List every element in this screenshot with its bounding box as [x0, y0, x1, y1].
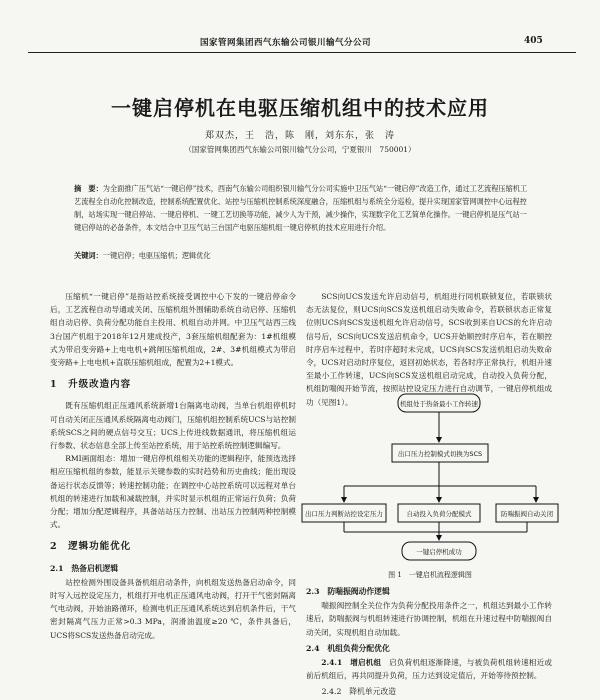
section-2-4-2-heading: 2.4.2 降机单元改造 [321, 687, 397, 697]
figure-caption: 图 1 一键启机流程逻辑图 [388, 571, 472, 579]
section-2-3-heading: 2.3 防喘振阀动作逻辑 [306, 587, 390, 596]
page-number: 405 [524, 36, 543, 46]
journal-name: 国家管网集团西气东输公司银川输气分公司 [200, 38, 372, 48]
flowchart-diagram [300, 392, 560, 562]
authors: 郑双杰，王 浩，陈 刚，刘东东，张 涛 [204, 131, 395, 141]
flow-node-scs-check-label: 出口压力控制模式切换为SCS [397, 450, 483, 458]
flow-node-start-label: 机组处于热备最小工作转速 [400, 400, 478, 408]
flow-node-center-label: 自动投入负荷分配模式 [406, 510, 472, 518]
section-1-paragraph-2: RMI画面组态：增加一键启停机组相关功能的逻辑程序，能预选选择相应压缩机组的参数，能显示关键参数的实时趋势和历史曲线；能出现设备运行状态反馈等；转速控制功能；在调控中心站控系统可以远程对单台机组的转速进行加载和减载控制，并实时显示机组的正常运行负荷；负荷分配；增加分配逻辑程序，具备站站压力控制、出站压力控制两种控制模式。 [50, 454, 296, 530]
paper-title: 一键启停机在电驱压缩机组中的技术应用 [111, 96, 489, 120]
section-2-4-heading: 2.4 机组负荷分配优化 [306, 643, 390, 653]
section-1-heading: 1 升级改造内容 [50, 379, 132, 391]
abstract [74, 182, 532, 234]
flowchart-figure [300, 392, 560, 582]
right-column-bottom [306, 582, 552, 700]
section-2-4-1-label: 2.4.1 增启机组 [321, 658, 382, 668]
section-2-heading: 2 逻辑功能优化 [50, 541, 132, 553]
flow-node-right-label: 防喘振阀自动关闭 [501, 510, 553, 518]
right-column-top [306, 290, 552, 409]
left-column [50, 290, 296, 642]
abstract-text: 为全面推广压气站“一键启停”技术，西南气东输公司组织银川输气分公司实施中卫压气站“一键启停”改造工作，通过工艺流程压缩机工艺流程全自动化控制改造，控制系统配置优化、站控与压缩机控制系统深度融合，压缩机组与系统全分巡检，提升实现国家管网调控中心远程控制，站场实现一键启停站、一键启停机、一键工艺切换等功能，减少人为干预，减少操作，实现数字化工艺简单化操作。一键启停机是压气站一键启停站的必备条件，本文结合中卫压气站三台国产电驱压缩机组一键启停机的技术应用进行介绍。 [74, 184, 528, 232]
section-2-3-paragraph: 喘振阀控制全关位作为负荷分配投用条件之一，机组达到最小工作转速后，防喘振阀与机组转速进行协调控制，机组在升速过程中防喘振阀自动关闭，实现机组自动加载。 [306, 601, 552, 637]
flow-node-left-label: 出口压力判断站控设定压力 [305, 510, 383, 518]
section-1-paragraph-1: 既有压缩机组正压通风系统新增1台隔离电动阀，当单台机组停机时可自动关闭正压通风系统隔离电动阀门，压缩机组控制系统UCS与站控制系统SCS之间的硬点信号交互；UCS上传进线数据通讯，将压缩机组运行参数、状态信息全部上传至站控系统，用于站控系统控制逻辑编写。 [50, 401, 296, 451]
section-2-4-1-paragraph [306, 656, 552, 682]
keywords-text: 一键启停；电驱压缩机；逻辑优化 [102, 251, 211, 260]
header-rule [28, 52, 576, 53]
affiliation: （国家管网集团西气东输公司银川输气分公司，宁夏银川 750001） [184, 145, 416, 154]
abstract-label: 摘 要： [74, 184, 103, 193]
section-2-1-heading: 2.1 热备启机逻辑 [50, 563, 119, 573]
right-paragraph-1: SCS向UCS发送允许启动信号，机组进行同机联锁复位，若联锁状态无法复位，则UCS向SCS发送机组启动失败命令，若联锁状态正常复位则UCS向SCS发送机组允许启动信号，SCS收到来自UCS的允许启动信号后，SCS向UCS发送启机命令，UCS开始顺控时序启车，若在顺控时序启车过程中，若时序超时未完成，UCS向SCS发送机组启动失败命令，UCS对启动时序复位，返回初始状态，若各时序正常执行，机组升速至最小工作转速，UCS向SCS发送机组启动完成，自动投入负荷分配，机组防喘阀开始节流，按照站控设定压力进行自动调节，一键启停机组成功（见图1）。 [306, 292, 552, 407]
keywords [74, 250, 532, 262]
flow-node-end-label: 一键启停机成功 [416, 548, 462, 556]
keywords-label: 关键词： [74, 251, 103, 260]
intro-paragraph: 压缩机“一键启停”是指站控系统接受调控中心下发的一键启停命令后，工艺流程自动导通或关闭、压缩机组外围辅助系统自动启停、压缩机组自动启停、负荷分配功能自主投用、机组自动并网。中卫压气站西三线3台国产机组于2018年12月建成投产，3套压缩机组配套为：1#机组模式为带启变旁路+上电电机+跳闸压缩机组成，2#、3#机组模式为带启变旁路+上电电机+直联压缩机组成，配置为2+1模式。 [50, 292, 296, 368]
section-2-1-paragraph: 站控检测外围设备具备机组启动条件，向机组发送热备启动命令，同时写入远控设定压力，机组打开电机正压通风电动阀，打开干气密封隔离气电动阀，开始油路循环，检测电机正压通风系统达到启机条件后，干气密封隔离气压力正常>0.3 MPa，润滑油温度≥20 ℃，条件具备后，UCS将SCS发送热备启动完成。 [50, 577, 296, 640]
section-2-4-1-text: 启负荷机组逐渐降速，与被负荷机组转速相近或前后机组后，再共同提升负荷，压力达到设定值后，开始等待预控制。 [306, 658, 552, 681]
